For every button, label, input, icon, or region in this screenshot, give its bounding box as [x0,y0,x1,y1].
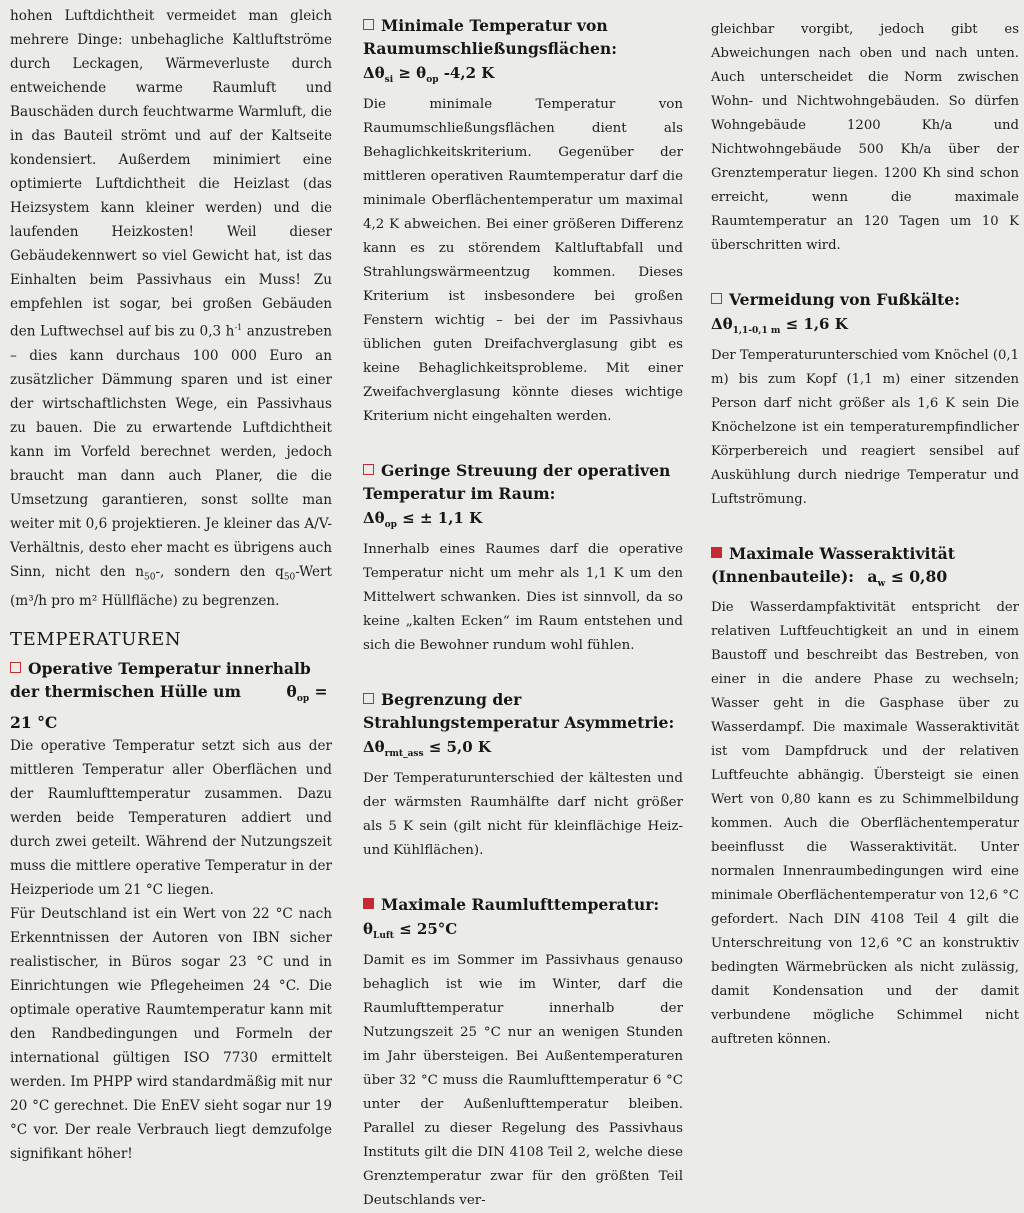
min-surface-temp-text: Die minimale Temperatur von Raumumschließungsflächen dient als Behaglichkeitskriterium. Gegenüber der mittleren operativen Raumtemperatur darf die minimale Oberflächentemperatur um maximal 4,2 K abweichen. Bei einer größeren Differenz kann es zu störendem Kaltluftabfall und Strahlungswärmeentzug kommen. Dieses Kriterium ist insbesondere bei großen Fenstern wichtig – bei der im Passivhaus üblichen guten Dreifachverglasung gibt es keine Behaglichkeitsprobleme. Mit einer Zweifachverglasung könnte dieses wichtige Kriterium nicht eingehalten werden. [363,97,683,424]
operative-spread-text: Innerhalb eines Raumes darf die operative Temperatur nicht um mehr als 1,1 K um den Mittelwert schwanken. Dies ist sinnvoll, da so keine „kalten Ecken“ im Raum entstehen und sich die Bewohner rundum wohl fühlen. [363,542,683,653]
continued-text: gleichbar vorgibt, jedoch gibt es Abweichungen nach oben und nach unten. Auch unterscheidet die Norm zwischen Wohn- und Nichtwohngebäuden. So dürfen Wohngebäude 1200 Kh/a und Nichtwohngebäude 500 Kh/a über der Grenztemperatur liegen. 1200 Kh sind schon erreicht, wenn die maximale Raumtemperatur an 120 Tagen um 10 K überschritten wird. [711,22,1019,253]
water-activity-heading: Maximale Wasseraktivität (Innenbauteile): $a_w \le 0,80$ [711,544,955,590]
max-air-temp-heading: Maximale Raumlufttemperatur: [363,893,683,916]
operative-spread-formula: $\Delta\theta_{op}$ ≤ ± 1,1 K [363,509,483,530]
radiant-asymmetry-text: Der Temperaturunterschied der kältesten und der wärmsten Raumhälfte darf nicht größer als 5 K sein (gilt nicht für kleinflächige Heiz- und Kühlflächen). [363,771,683,858]
operative-temperature-text: Die operative Temperatur setzt sich aus der mittleren Temperatur aller Oberflächen und der Raumlufttemperatur zusammen. Dazu werden beide Temperaturen addiert und durch zwei geteilt. Während der Nutzungszeit muss die mittlere operative Temperatur in der Heizperiode um 21 °C liegen. [10,738,332,899]
column-1 [10,4,332,1166]
operative-spread-heading: Geringe Streuung der operativen Temperatur im Raum: [363,461,671,503]
radiant-asymmetry-formula: $\Delta\theta_{rmt\_ass} \le 5,0$ K [363,738,491,759]
max-air-temp-text: Damit es im Sommer im Passivhaus genauso behaglich ist wie im Winter, darf die Raumlufttemperatur innerhalb der Nutzungszeit 25 °C nur an wenigen Stunden im Jahr übersteigen. Bei Außentemperaturen über 32 °C muss die Raumlufttemperatur 6 °C unter der Außenlufttemperatur bleiben. Parallel zu dieser Regelung des Passivhaus Instituts gilt die DIN 4108 Teil 2, welche diese Grenztemperatur zwar für den größten Teil Deutschlands ver- [363,953,683,1208]
water-activity-text: Die Wasserdampfaktivität entspricht der relativen Luftfeuchtigkeit an und in einem Baustoff und beschreibt das Bestreben, von einer in die andere Phase zu wechseln; Wasser geht in die Gasphase über zu Wasserdampf. Die maximale Wasseraktivität ist vom Dampfdruck und der relativen Luftfeuchte abhängig. Übersteigt sie einen Wert von 0,80 kann es zu Schimmelbildung kommen. Auch die Oberflächentemperatur beeinflusst die Wasseraktivität. Unter normalen Innenraumbedingungen wird eine minimale Oberflächentemperatur von 12,6 °C gefordert. Nach DIN 4108 Teil 4 gilt die Unterschreitung von 12,6 °C an konstruktiv bedingten Wärmebrücken als nicht zulässig, damit Kondensation und der damit verbundene mögliche Schimmel nicht auftreten können. [711,600,1019,1048]
radiant-asymmetry-heading: Begrenzung der Strahlungstemperatur Asymmetrie: [363,690,675,732]
foot-cold-heading: Vermeidung von Fußkälte: [711,288,1019,311]
column-2 [363,14,683,1213]
operative-temperature-heading: Operative Temperatur innerhalb der thermischen Hülle um $\theta_{op} = 21$ °C [10,659,328,733]
section-title: TEMPERATUREN [10,629,182,651]
checkbox-outline-icon [10,662,21,673]
min-surface-temp-formula: $\Delta\theta_{si} \ge \theta_{op}$ -4,2 K [363,64,495,85]
square-filled-icon [363,898,374,909]
checkbox-outline-icon [363,464,374,475]
foot-cold-formula: $\Delta\theta_{1,1-0,1 m} \le 1,6$ K [711,315,848,336]
checkbox-outline-icon [363,693,374,704]
foot-cold-text: Der Temperaturunterschied vom Knöchel (0,1 m) bis zum Kopf (1,1 m) einer sitzenden Person darf nicht größer als 1,6 K sein Die Knöchelzone ist ein temperaturempfindlicher Körperbereich und reagiert sensibel auf Auskühlung durch niedrige Temperatur und Luftströmung. [711,348,1019,507]
intro-paragraph: hohen Luftdichtheit vermeidet man gleich mehrere Dinge: unbehagliche Kaltluftströme durch Leckagen, Wärmeverluste durch entweichende warme Raumluft und Bauschäden durch feuchtwarme Warmluft, die in das Bauteil strömt und auf der Kaltseite kondensiert. Außerdem minimiert eine optimierte Luftdichtheit die Heizlast (das Heizsystem kann kleiner werden) und die laufenden Heizkosten! Weil dieser Gebäudekennwert so viel Gewicht hat, ist das Einhalten beim Passivhaus ein Muss! Zu empfehlen ist sogar, bei großen Gebäuden den Luftwechsel auf bis zu 0,3 $h^{-1}$ anzustreben – dies kann durchaus 100 000 Euro an zusätzlicher Dämmung sparen und ist einer der wirtschaftlichsten Wege, ein Passivhaus zu bauen. Die zu erwartende Luftdichtheit kann im Vorfeld berechnet werden, jedoch braucht man dann auch Planer, die die Umsetzung garantieren, sonst sollte man weiter mit 0,6 projektieren. Je kleiner das A/V-Verhältnis, desto eher macht es übrigens auch Sinn, nicht den $n_{50}-$, sondern den $q_{50}$-Wert (m³/h pro m² Hüllfläche) zu begrenzen. [10,8,332,610]
column-3 [711,18,1019,1052]
min-surface-temp-heading: Minimale Temperatur von Raumumschließungsflächen: [363,16,617,58]
checkbox-outline-icon [363,19,374,30]
square-filled-icon [711,547,722,558]
operative-temperature-text-2: Für Deutschland ist ein Wert von 22 °C nach Erkenntnissen der Autoren von IBN sicher realistischer, in Büros sogar 23 °C und in Einrichtungen wie Pflegeheimen 24 °C. Die optimale operative Raumtemperatur kann mit den Randbedingungen und Formeln der international gültigen ISO 7730 ermittelt werden. Im PHPP wird standardmäßig mit nur 20 °C gerechnet. Die EnEV sieht sogar nur 19 °C vor. Der reale Verbrauch liegt demzufolge signifikant höher! [10,906,332,1163]
max-air-temp-formula: $\theta_{Luft} \le 25^\circ C$ [363,920,458,941]
checkbox-outline-icon [711,293,722,304]
